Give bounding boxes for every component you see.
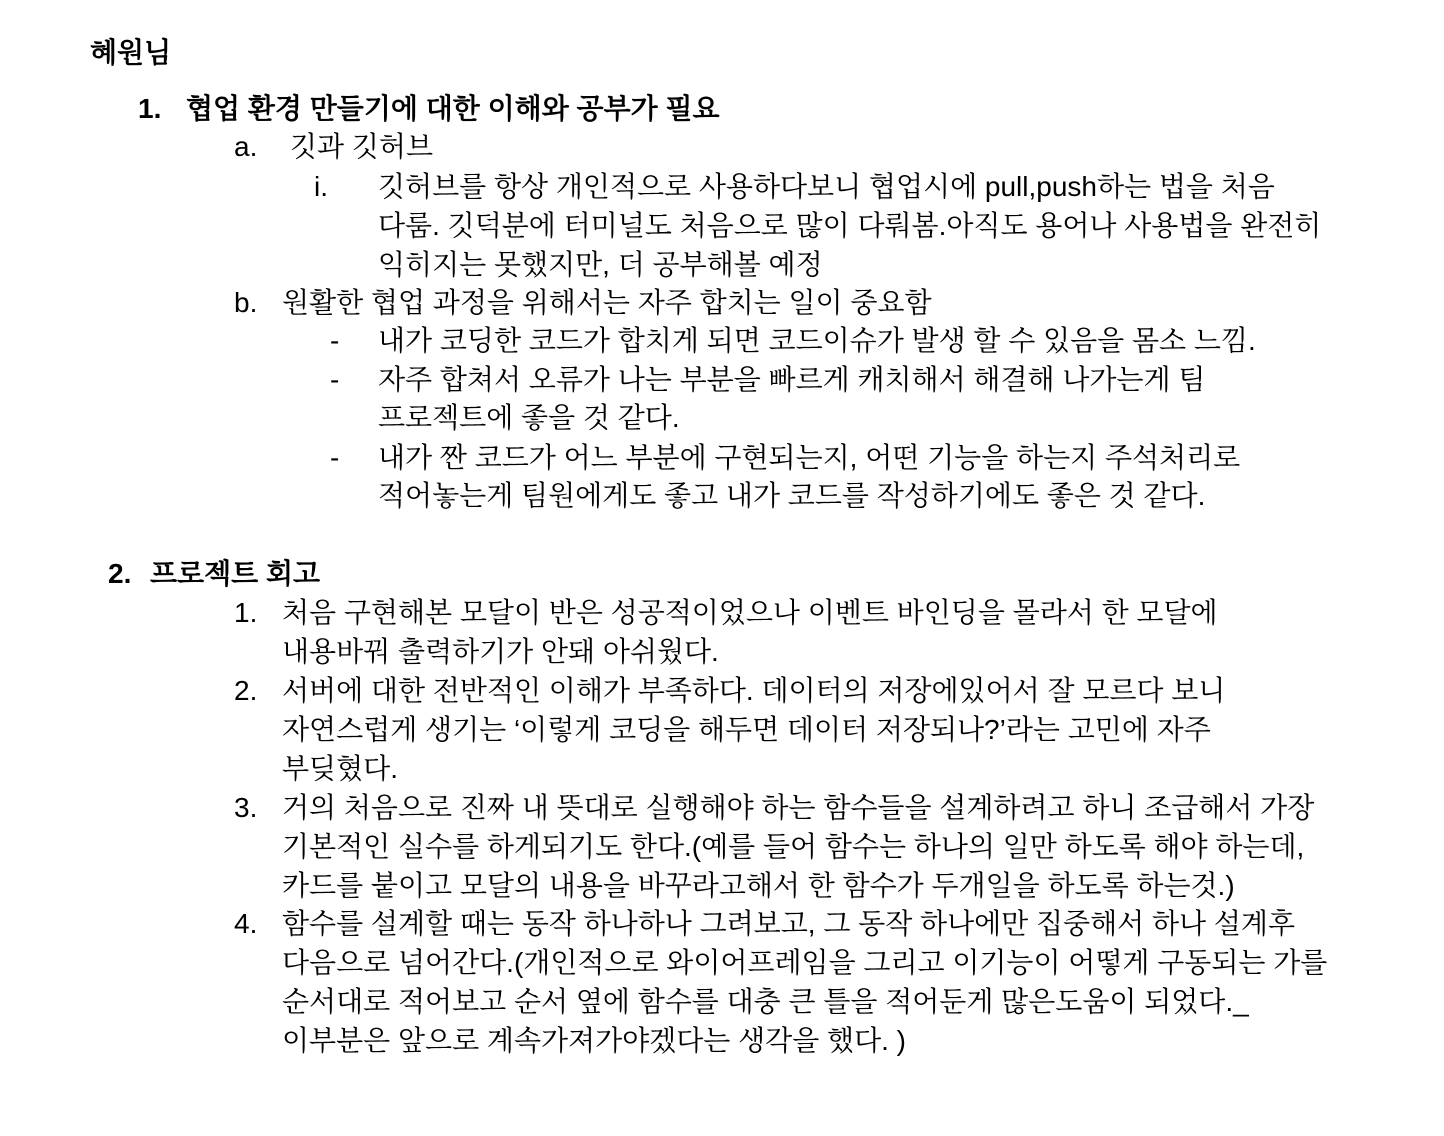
- list-item-line: 서버에 대한 전반적인 이해가 부족하다. 데이터의 저장에있어서 잘 모르다 보니: [282, 675, 1226, 706]
- list-item-marker: 2.: [234, 675, 258, 706]
- list-item-line: 내용바꿔 출력하기가 안돼 아쉬웠다.: [282, 636, 719, 667]
- section1-a-text: 깃과 깃허브: [290, 131, 434, 162]
- section1-number: 1.: [138, 93, 162, 124]
- bullet-line: 내가 코딩한 코드가 합치게 되면 코드이슈가 발생 할 수 있음을 몸소 느낌.: [378, 325, 1256, 356]
- list-item-line: 함수를 설계할 때는 동작 하나하나 그려보고, 그 동작 하나에만 집중해서 하나 설계후: [282, 908, 1295, 939]
- list-item-line: 이부분은 앞으로 계속가져가야겠다는 생각을 했다. ): [282, 1025, 907, 1056]
- bullet-marker: -: [330, 442, 340, 473]
- bullet-line: 프로젝트에 좋을 것 같다.: [378, 402, 680, 433]
- section1-title: 협업 환경 만들기에 대한 이해와 공부가 필요: [186, 93, 720, 124]
- list-item-marker: 4.: [234, 908, 258, 939]
- bullet-line: 내가 짠 코드가 어느 부분에 구현되는지, 어떤 기능을 하는지 주석처리로: [378, 442, 1241, 473]
- list-item-line: 자연스럽게 생기는 ‘이렇게 코딩을 해두면 데이터 저장되나?’라는 고민에 자주: [282, 714, 1211, 745]
- list-item-marker: 3.: [234, 792, 258, 823]
- section1-b-marker: b.: [234, 287, 258, 318]
- section2-title: 프로젝트 회고: [150, 558, 321, 589]
- list-item-line: 순서대로 적어보고 순서 옆에 함수를 대충 큰 틀을 적어둔게 많은도움이 되었다._: [282, 986, 1249, 1017]
- list-item-line: 처음 구현해본 모달이 반은 성공적이었으나 이벤트 바인딩을 몰라서 한 모달에: [282, 597, 1218, 628]
- section1-a-i-marker: i.: [314, 171, 328, 202]
- author-heading: 혜원님: [90, 37, 172, 68]
- list-item-line: 기본적인 실수를 하게되기도 한다.(예를 들어 함수는 하나의 일만 하도록 해야 하는데,: [282, 831, 1305, 862]
- list-item-line: 다음으로 넘어간다.(개인적으로 와이어프레임을 그리고 이기능이 어떻게 구동되는 가를: [282, 947, 1328, 978]
- section1-a-i-line: 깃허브를 항상 개인적으로 사용하다보니 협업시에 pull,push하는 법을 처음: [378, 171, 1275, 202]
- bullet-line: 적어놓는게 팀원에게도 좋고 내가 코드를 작성하기에도 좋은 것 같다.: [378, 480, 1206, 511]
- list-item-line: 거의 처음으로 진짜 내 뜻대로 실행해야 하는 함수들을 설계하려고 하니 조급해서 가장: [282, 792, 1315, 823]
- section1-a-marker: a.: [234, 131, 258, 162]
- section1-b-text: 원활한 협업 과정을 위해서는 자주 합치는 일이 중요함: [282, 287, 932, 318]
- list-item-marker: 1.: [234, 597, 258, 628]
- bullet-marker: -: [330, 364, 340, 395]
- section1-a-i-line: 다룸. 깃덕분에 터미널도 처음으로 많이 다뤄봄.아직도 용어나 사용법을 완전히: [378, 210, 1322, 241]
- bullet-marker: -: [330, 325, 340, 356]
- section1-a-i-line: 익히지는 못했지만, 더 공부해볼 예정: [378, 249, 823, 280]
- section2-number: 2.: [108, 558, 132, 589]
- list-item-line: 카드를 붙이고 모달의 내용을 바꾸라고해서 한 함수가 두개일을 하도록 하는것.): [282, 870, 1235, 901]
- list-item-line: 부딪혔다.: [282, 753, 398, 784]
- bullet-line: 자주 합쳐서 오류가 나는 부분을 빠르게 캐치해서 해결해 나가는게 팀: [378, 364, 1206, 395]
